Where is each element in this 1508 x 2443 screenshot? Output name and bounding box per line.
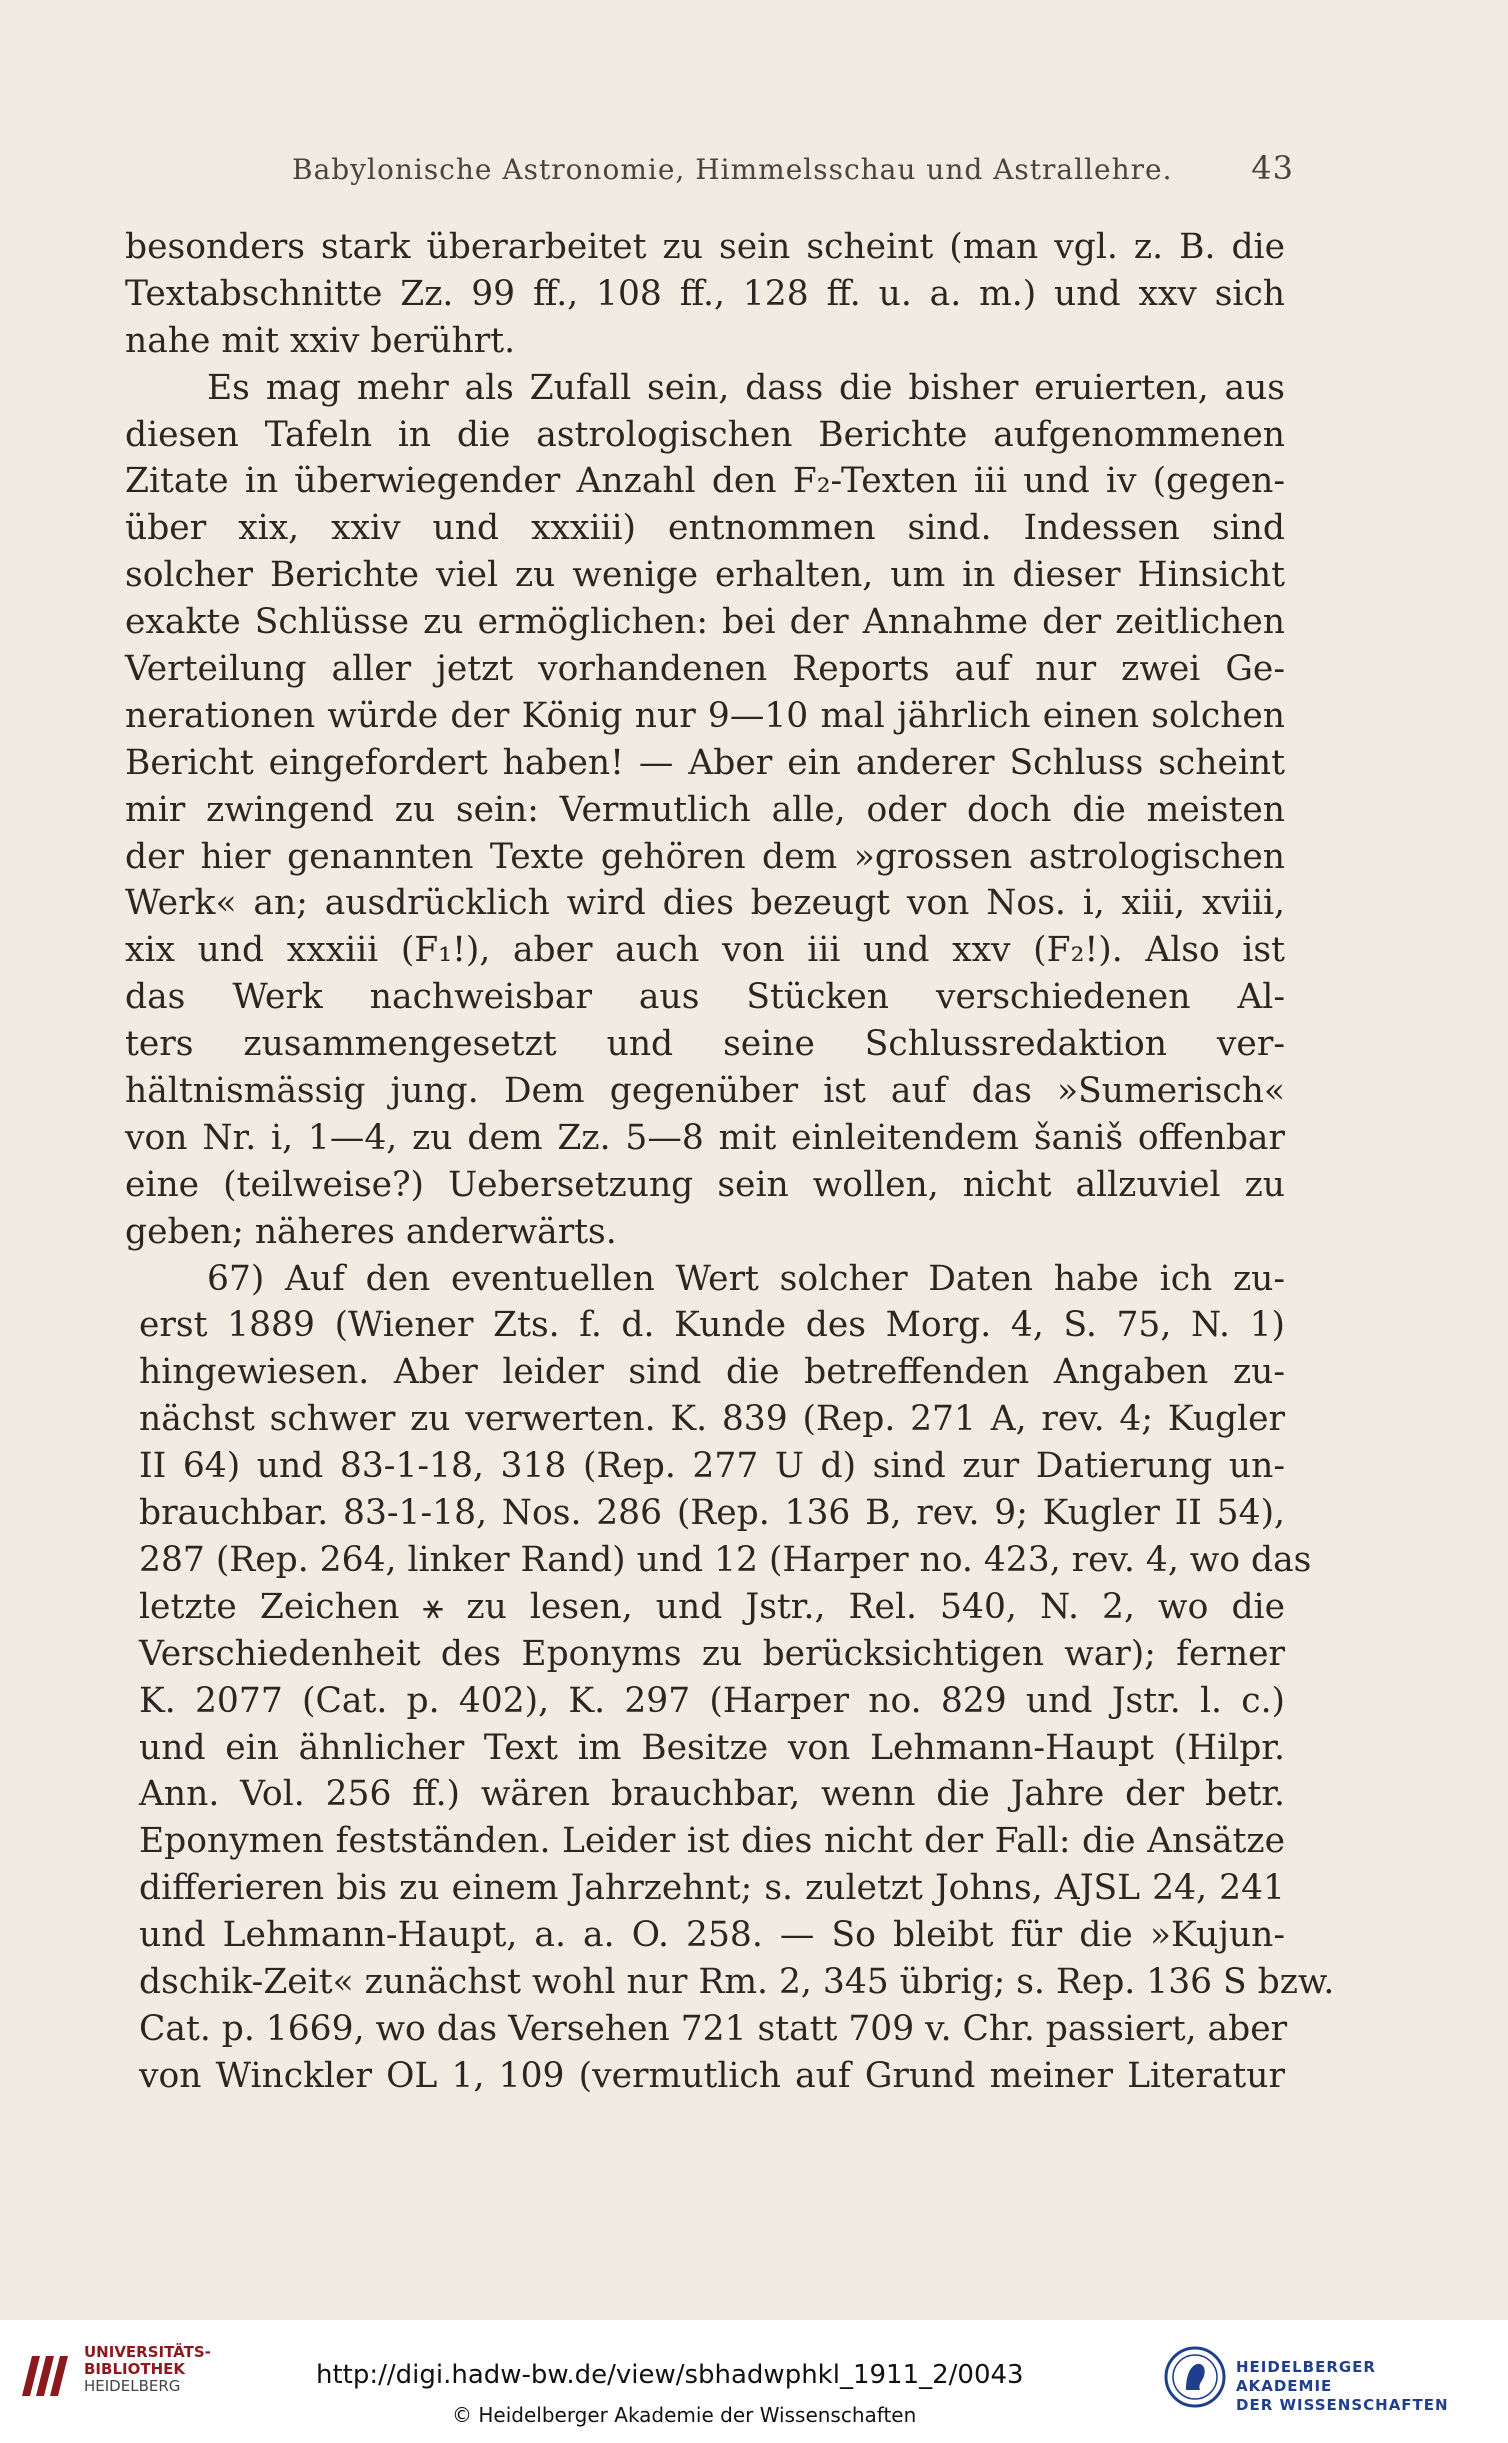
- text-line: geben; näheres anderwärts.: [125, 1211, 617, 1252]
- text-line: das Werk nachweisbar aus Stücken verschiedenen Al-: [125, 977, 1285, 1018]
- text-line: Verschiedenheit des Eponyms zu berücksichtigen war); ferner: [139, 1633, 1285, 1674]
- page-number: 43: [1251, 149, 1294, 187]
- academy-line-2: DER WISSENSCHAFTEN: [1236, 2396, 1449, 2414]
- text-line: erst 1889 (Wiener Zts. f. d. Kunde des Morg. 4, S. 75, N. 1): [139, 1305, 1285, 1346]
- text-line: diesen Tafeln in die astrologischen Berichte aufgenommenen: [125, 414, 1285, 455]
- text-line: exakte Schlüsse zu ermöglichen: bei der Annahme der zeitlichen: [125, 602, 1285, 643]
- text-line: nerationen würde der König nur 9—10 mal jährlich einen solchen: [125, 695, 1285, 736]
- text-line: und Lehmann-Haupt, a. a. O. 258. — So bleibt für die »Kujun-: [139, 1915, 1285, 1956]
- text-line: Werk« an; ausdrücklich wird dies bezeugt von Nos. i, xiii, xviii,: [125, 883, 1285, 924]
- text-line: 67) Auf den eventuellen Wert solcher Daten habe ich zu-: [207, 1258, 1285, 1299]
- text-line: Cat. p. 1669, wo das Versehen 721 statt 709 v. Chr. passiert, aber: [139, 2008, 1288, 2049]
- text-line: dschik-Zeit« zunächst wohl nur Rm. 2, 345 übrig; s. Rep. 136 S bzw.: [139, 1961, 1335, 2002]
- body-text: [125, 224, 1335, 2100]
- permalink-url[interactable]: http://digi.hadw-bw.de/view/sbhadwphkl_1911_2/0043: [316, 2360, 1024, 2390]
- text-line: differieren bis zu einem Jahrzehnt; s. zuletzt Johns, AJSL 24, 241: [139, 1868, 1285, 1909]
- copyright-notice: © Heidelberger Akademie der Wissenschaften: [452, 2403, 917, 2427]
- text-line: eine (teilweise?) Uebersetzung sein wollen, nicht allzuviel zu: [125, 1164, 1285, 1205]
- text-line: brauchbar. 83-1-18, Nos. 286 (Rep. 136 B, rev. 9; Kugler II 54),: [139, 1493, 1285, 1534]
- text-line: Es mag mehr als Zufall sein, dass die bisher eruierten, aus: [207, 367, 1285, 408]
- text-line: und ein ähnlicher Text im Besitze von Lehmann-Haupt (Hilpr.: [139, 1727, 1285, 1768]
- running-head-title: Babylonische Astronomie, Himmelsschau und Astrallehre.: [292, 153, 1173, 186]
- text-line: Ann. Vol. 256 ff.) wären brauchbar, wenn die Jahre der betr.: [139, 1774, 1285, 1815]
- university-library-name: [84, 2344, 214, 2395]
- text-line: von Nr. i, 1—4, zu dem Zz. 5—8 mit einleitendem šaniš offenbar: [125, 1117, 1285, 1158]
- academy-name: [1236, 2358, 1476, 2415]
- library-name: UNIVERSITÄTS-BIBLIOTHEK: [84, 2343, 211, 2378]
- text-line: II 64) und 83-1-18, 318 (Rep. 277 U d) sind zur Datierung un-: [139, 1446, 1285, 1487]
- academy-seal-icon: [1164, 2346, 1226, 2408]
- text-line: xix und xxxiii (F₁!), aber auch von iii und xxv (F₂!). Also ist: [125, 930, 1285, 971]
- text-line: K. 2077 (Cat. p. 402), K. 297 (Harper no. 829 und Jstr. l. c.): [139, 1680, 1285, 1721]
- library-city: HEIDELBERG: [84, 2377, 181, 2395]
- text-line: besonders stark überarbeitet zu sein scheint (man vgl. z. B. die: [125, 227, 1285, 267]
- text-line: Eponymen festständen. Leider ist dies nicht der Fall: die Ansätze: [139, 1821, 1285, 1862]
- text-line: mir zwingend zu sein: Vermutlich alle, oder doch die meisten: [125, 789, 1285, 830]
- university-library-logo-icon: [18, 2350, 72, 2402]
- text-line: nächst schwer zu verwerten. K. 839 (Rep. 271 A, rev. 4; Kugler: [139, 1399, 1285, 1440]
- text-line: hingewiesen. Aber leider sind die betreffenden Angaben zu-: [139, 1352, 1285, 1393]
- text-line: letzte Zeichen ⚹ zu lesen, und Jstr., Rel. 540, N. 2, wo die: [139, 1586, 1285, 1627]
- text-line: Bericht eingefordert haben! — Aber ein anderer Schluss scheint: [125, 742, 1285, 783]
- running-head: [292, 149, 1294, 195]
- text-line: der hier genannten Texte gehören dem »grossen astrologischen: [125, 836, 1285, 877]
- academy-line-1: HEIDELBERGER AKADEMIE: [1236, 2358, 1376, 2395]
- text-line: 287 (Rep. 264, linker Rand) und 12 (Harper no. 423, rev. 4, wo das: [139, 1539, 1312, 1580]
- text-line: über xix, xxiv und xxxiii) entnommen sind. Indessen sind: [125, 508, 1285, 549]
- text-line: solcher Berichte viel zu wenige erhalten, um in dieser Hinsicht: [125, 555, 1285, 596]
- text-line: hältnismässig jung. Dem gegenüber ist auf das »Sumerisch«: [125, 1071, 1285, 1112]
- text-line: Verteilung aller jetzt vorhandenen Reports auf nur zwei Ge-: [125, 649, 1285, 690]
- text-line: Textabschnitte Zz. 99 ff., 108 ff., 128 ff. u. a. m.) und xxv sich: [125, 273, 1285, 314]
- text-line: ters zusammengesetzt und seine Schlussredaktion ver-: [125, 1024, 1285, 1065]
- text-line: nahe mit xxiv berührt.: [125, 320, 516, 361]
- text-line: von Winckler OL 1, 109 (vermutlich auf Grund meiner Literatur: [139, 2055, 1285, 2096]
- text-line: Zitate in überwiegender Anzahl den F₂-Texten iii und iv (gegen-: [125, 461, 1285, 502]
